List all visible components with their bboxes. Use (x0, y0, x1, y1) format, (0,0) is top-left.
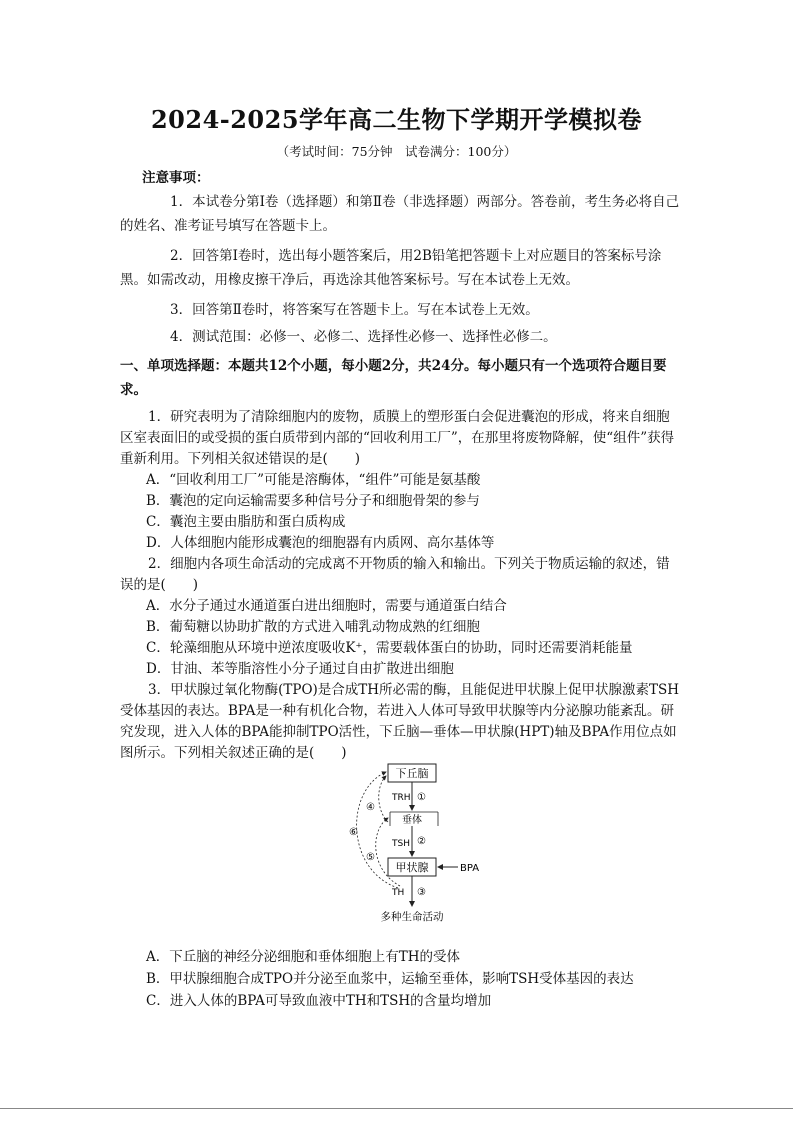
q3-option-c: C．进入人体的BPA可导致血液中TH和TSH的含量均增加 (146, 993, 492, 1009)
label-th: TH (392, 888, 405, 898)
feedback-6 (357, 772, 398, 888)
note-item-1: 1．本试卷分第Ⅰ卷（选择题）和第Ⅱ卷（非选择题）两部分。答卷前，考生务必将自己的姓名、准考证号填写在答题卡上。 (120, 194, 680, 234)
hpt-axis-diagram (340, 760, 490, 925)
page-bottom-rule (0, 1108, 793, 1109)
box-thyroid-label: 甲状腺 (395, 861, 429, 874)
marker-5: ⑤ (366, 852, 375, 863)
q2-option-a: A．水分子通过水通道蛋白进出细胞时，需要与通道蛋白结合 (146, 598, 507, 614)
q1-option-c: C．囊泡主要由脂肪和蛋白质构成 (146, 514, 346, 530)
q1-option-a: A．“回收利用工厂”可能是溶酶体，“组件”可能是氨基酸 (146, 472, 481, 488)
notes-heading: 注意事项： (142, 170, 210, 186)
q1-option-d: D．人体细胞内能形成囊泡的细胞器有内质网、高尔基体等 (146, 535, 495, 551)
box-hypothalamus-label: 下丘脑 (395, 767, 429, 780)
marker-1: ① (417, 792, 426, 803)
question-1-stem: 1．研究表明为了清除细胞内的废物，质膜上的塑形蛋白会促进囊泡的形成，将来自细胞区室表面旧的或受损的蛋白质带到内部的“回收利用工厂”，在那里将废物降解，使“组件”获得重新利用。下列相关叙述错误的是( ) (120, 409, 675, 467)
q1-option-b: B．囊泡的定向运输需要多种信号分子和细胞骨架的参与 (146, 493, 480, 509)
marker-6: ⑥ (349, 827, 358, 838)
label-trh: TRH (392, 793, 411, 803)
question-2-stem: 2．细胞内各项生命活动的完成离不开物质的输入和输出。下列关于物质运输的叙述，错误的是( ) (120, 556, 670, 593)
section-heading: 一、单项选择题：本题共12个小题，每小题2分，共24分。每小题只有一个选项符合题目要求。 (120, 358, 667, 398)
marker-2: ② (417, 836, 426, 847)
note-item-2: 2．回答第Ⅰ卷时，选出每小题答案后，用2B铅笔把答题卡上对应题目的答案标号涂黑。如需改动，用橡皮擦干净后，再选涂其他答案标号。写在本试卷上无效。 (120, 248, 662, 288)
exam-subtitle: （考试时间：75分钟 试卷满分：100分） (276, 144, 517, 159)
note-item-3: 3．回答第Ⅱ卷时，将答案写在答题卡上。写在本试卷上无效。 (170, 302, 539, 318)
q2-option-c: C．轮藻细胞从环境中逆浓度吸收K⁺，需要载体蛋白的协助，同时还需要消耗能量 (146, 640, 633, 656)
label-life-activities: 多种生命活动 (380, 911, 444, 923)
marker-4: ④ (366, 802, 375, 813)
q3-option-a: A．下丘脑的神经分泌细胞和垂体细胞上有TH的受体 (146, 949, 461, 965)
marker-3: ③ (417, 887, 426, 898)
feedback-5 (379, 776, 388, 822)
exam-title: 2024-2025学年高二生物下学期开学模拟卷 (150, 105, 643, 134)
q2-option-d: D．甘油、苯等脂溶性小分子通过自由扩散进出细胞 (146, 661, 454, 677)
question-3-stem: 3．甲状腺过氧化物酶(TPO)是合成TH所必需的酶，且能促进甲状腺上促甲状腺激素TSH受体基因的表达。BPA是一种有机化合物，若进入人体可导致甲状腺等内分泌腺功能紊乱。研究发现，进入人体的BPA能抑制TPO活性，下丘脑—垂体—甲状腺(HPT)轴及BPA作用位点如图所示。下列相关叙述正确的是( ) (120, 682, 680, 761)
q3-option-b: B．甲状腺细胞合成TPO并分泌至血浆中，运输至垂体，影响TSH受体基因的表达 (146, 971, 634, 987)
label-bpa: BPA (460, 863, 480, 874)
note-item-4: 4．测试范围：必修一、必修二、选择性必修一、选择性必修二。 (170, 329, 557, 345)
label-tsh: TSH (392, 839, 410, 849)
box-pituitary-label: 垂体 (402, 815, 422, 826)
q2-option-b: B．葡萄糖以协助扩散的方式进入哺乳动物成熟的红细胞 (146, 619, 480, 635)
